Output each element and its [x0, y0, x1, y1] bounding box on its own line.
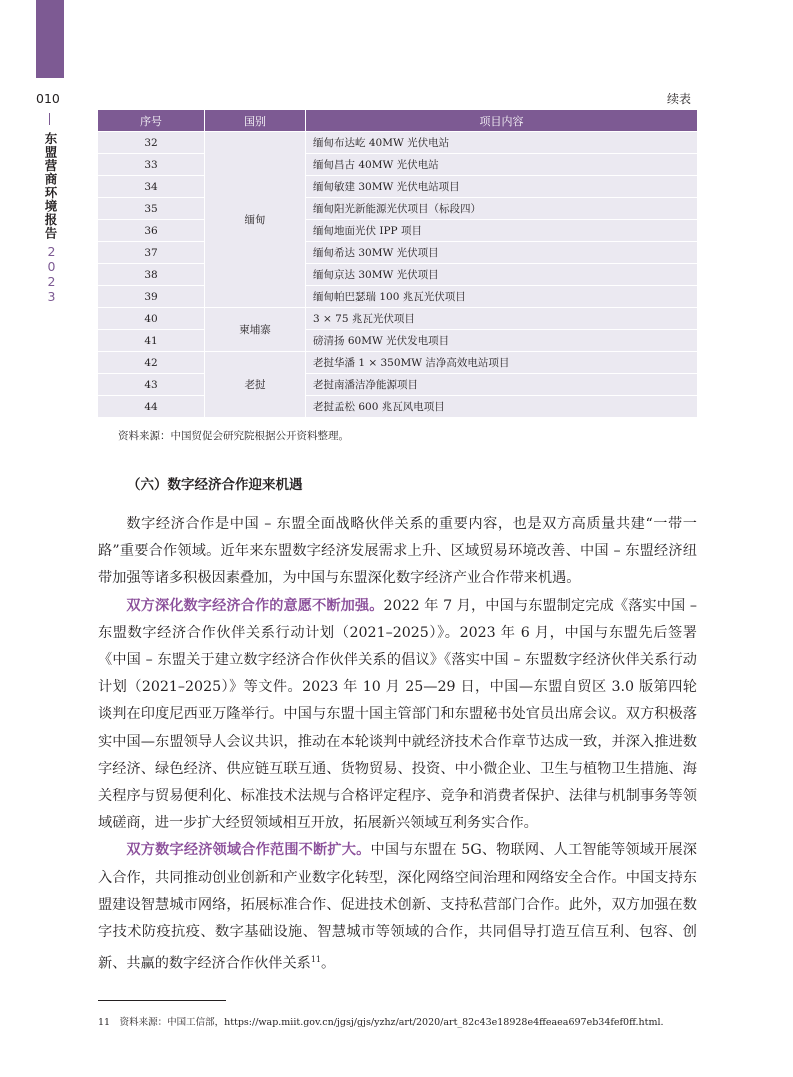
paragraph-highlight: 双方数字经济领域合作范围不断扩大。 [126, 842, 371, 859]
row-project: 磅清扬 60MW 光伏发电项目 [306, 330, 698, 352]
row-project: 缅甸布达屹 40MW 光伏电站 [306, 132, 698, 154]
row-number: 44 [98, 396, 205, 418]
page-number: 010 [36, 91, 60, 106]
row-project: 缅甸敏建 30MW 光伏电站项目 [306, 176, 698, 198]
body-text [98, 511, 697, 978]
section-heading: （六）数字经济合作迎来机遇 [127, 477, 303, 493]
row-number: 43 [98, 374, 205, 396]
row-number: 37 [98, 242, 205, 264]
paragraph-highlight: 双方深化数字经济合作的意愿不断加强。 [126, 597, 384, 614]
section-color-tab [36, 0, 64, 78]
row-project: 老挝孟松 600 兆瓦风电项目 [306, 396, 698, 418]
row-project: 3 × 75 兆瓦光伏项目 [306, 308, 698, 330]
row-number: 42 [98, 352, 205, 374]
row-number: 32 [98, 132, 205, 154]
project-table [98, 110, 697, 417]
table-header-row [98, 110, 697, 132]
paragraph [98, 511, 697, 593]
paragraph-text: 数字经济合作是中国 – 东盟全面战略伙伴关系的重要内容，也是双方高质量共建“一带一路”重要合作领域。近年来东盟数字经济发展需求上升、区域贸易环境改善、中国 – 东盟经济纽带加强等诸多积极因素叠加，为中国与东盟深化数字经济产业合作带来机遇。 [98, 516, 697, 587]
row-project: 老挝南潘洁净能源项目 [306, 374, 698, 396]
footnote: 11 资料来源：中国工信部，https://wap.miit.gov.cn/jgsj/gjs/yzhz/art/2020/art_82c43e18928e4ffeaea697eb34fef0ff.html. [98, 1017, 664, 1028]
row-number: 41 [98, 330, 205, 352]
side-divider [49, 113, 50, 125]
table-row [98, 352, 697, 374]
header-number: 序号 [98, 110, 205, 132]
row-number: 39 [98, 286, 205, 308]
row-country: 缅甸 [205, 132, 306, 308]
footnote-divider [98, 1000, 226, 1001]
row-project: 缅甸帕巴瑟瑞 100 兆瓦光伏项目 [306, 286, 698, 308]
row-project: 缅甸阳光新能源光伏项目（标段四） [306, 198, 698, 220]
header-project: 项目内容 [306, 110, 698, 132]
table-row [98, 154, 697, 176]
table-row [98, 198, 697, 220]
paragraph [98, 593, 697, 838]
row-project: 缅甸地面光伏 IPP 项目 [306, 220, 698, 242]
row-project: 缅甸希达 30MW 光伏项目 [306, 242, 698, 264]
table-row [98, 330, 697, 352]
row-country: 老挝 [205, 352, 306, 418]
table-row [98, 286, 697, 308]
table-row [98, 396, 697, 418]
row-project: 缅甸昌古 40MW 光伏电站 [306, 154, 698, 176]
row-number: 34 [98, 176, 205, 198]
table-source-note: 资料来源：中国贸促会研究院根据公开资料整理。 [118, 430, 349, 442]
row-number: 40 [98, 308, 205, 330]
footnote-ref: 11 [310, 955, 322, 965]
paragraph-tail: 。 [321, 955, 336, 972]
row-country: 柬埔寨 [205, 308, 306, 352]
row-number: 33 [98, 154, 205, 176]
table-row [98, 374, 697, 396]
table-row [98, 308, 697, 330]
row-project: 老挝华潘 1 × 350MW 洁净高效电站项目 [306, 352, 698, 374]
header-country: 国别 [205, 110, 306, 132]
table-row [98, 264, 697, 286]
row-number: 38 [98, 264, 205, 286]
row-number: 35 [98, 198, 205, 220]
paragraph [98, 837, 697, 978]
side-book-title: 东盟营商环境报告 [43, 132, 58, 240]
paragraph-text: 2022 年 7 月，中国与东盟制定完成《落实中国 – 东盟数字经济合作伙伴关系行动计划（2021–2025）》。2023 年 6 月，中国与东盟先后签署《中国 – 东盟关于建立数字经济合作伙伴关系的倡议》《落实中国 – 东盟数字经济伙伴关系行动计划（2021–2025）》等文件。2023 年 10 月 25—29 日，中国—东盟自贸区 3.0 版第四轮谈判在印度尼西亚万隆举行。中国与东盟十国主管部门和东盟秘书处官员出席会议。双方积极落实中国—东盟领导人会议共识，推动在本轮谈判中就经济技术合作章节达成一致，并深入推进数字经济、绿色经济、供应链互联互通、货物贸易、投资、中小微企业、卫生与植物卫生措施、海关程序与贸易便利化、标准技术法规与合格评定程序、竞争和消费者保护、法律与机制事务等领域磋商，进一步扩大经贸领域相互开放，拓展新兴领域互利务实合作。 [98, 597, 697, 832]
table-row [98, 242, 697, 264]
row-number: 36 [98, 220, 205, 242]
side-book-year: 2023 [44, 244, 59, 304]
paragraph-text: 中国与东盟在 5G、物联网、人工智能等领域开展深入合作，共同推动创业创新和产业数字化转型，深化网络空间治理和网络安全合作。中国支持东盟建设智慧城市网络，拓展标准合作、促进技术创新、支持私营部门合作。此外，双方加强在数字技术防疫抗疫、数字基础设施、智慧城市等领域的合作，共同倡导打造互信互利、包容、创新、共赢的数字经济合作伙伴关系 [98, 842, 697, 972]
table-row [98, 132, 697, 154]
table-row [98, 176, 697, 198]
row-project: 缅甸京达 30MW 光伏项目 [306, 264, 698, 286]
table-row [98, 220, 697, 242]
continued-label: 续表 [666, 92, 691, 106]
